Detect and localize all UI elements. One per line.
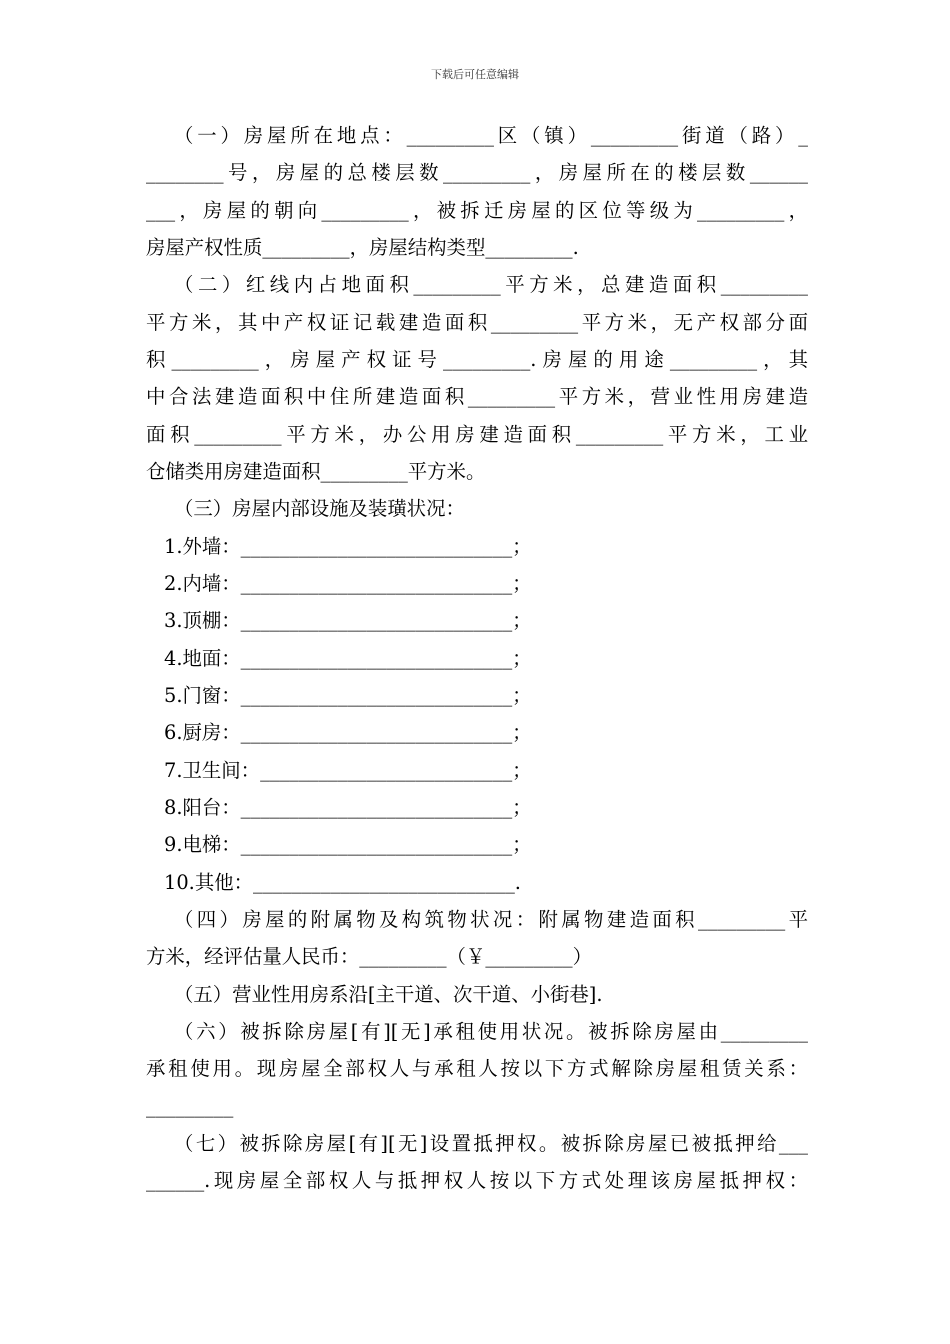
section-6-line-1: （六）被拆除房屋[有][无]承租使用状况。被拆除房屋由_________ <box>174 1020 808 1043</box>
section-2-line-1: （二）红线内占地面积_________平方米，总建造面积_________ <box>174 273 808 296</box>
section-2-line-3: 积_________，房屋产权证号_________.房屋的用途_________，其 <box>146 348 808 371</box>
facility-item-kitchen: 6.厨房：____________________________； <box>164 721 532 744</box>
facility-item-exterior-wall: 1.外墙：____________________________； <box>164 535 532 558</box>
section-3-heading: （三）房屋内部设施及装璜状况： <box>174 497 465 520</box>
facility-item-interior-wall: 2.内墙：____________________________； <box>164 572 532 595</box>
section-4-line-1: （四）房屋的附属物及构筑物状况：附属物建造面积_________平 <box>174 908 808 931</box>
section-2-line-4: 中合法建造面积中住所建造面积_________平方米，营业性用房建造 <box>146 385 808 408</box>
section-6-line-2: 承租使用。现房屋全部权人与承租人按以下方式解除房屋租赁关系： <box>146 1057 808 1080</box>
facility-item-bathroom: 7.卫生间：__________________________； <box>164 759 532 782</box>
facility-item-ceiling: 3.顶棚：____________________________； <box>164 609 532 632</box>
section-1-line-4: 房屋产权性质_________，房屋结构类型_________. <box>146 236 579 259</box>
section-1-line-3: ___，房屋的朝向_________，被拆迁房屋的区位等级为_________， <box>146 199 808 222</box>
section-6-line-3: _________ <box>146 1095 234 1118</box>
section-2-line-6: 仓储类用房建造面积_________平方米。 <box>146 460 486 483</box>
facility-item-doors-windows: 5.门窗：____________________________； <box>164 684 532 707</box>
section-1-line-2: ________号，房屋的总楼层数_________，房屋所在的楼层数______ <box>146 161 808 184</box>
facility-item-balcony: 8.阳台：____________________________； <box>164 796 532 819</box>
section-7-line-1: （七）被拆除房屋[有][无]设置抵押权。被拆除房屋已被抵押给___ <box>174 1132 808 1155</box>
section-5-line-1: （五）营业性用房系沿[主干道、次干道、小街巷]. <box>174 983 603 1006</box>
section-2-line-2: 平方米，其中产权证记载建造面积_________平方米，无产权部分面 <box>146 311 808 334</box>
section-2-line-5: 面积_________平方米，办公用房建造面积_________平方米，工业 <box>146 423 808 446</box>
section-4-line-2: 方米，经评估量人民币：_________（￥_________） <box>146 945 592 968</box>
facility-item-other: 10.其他：___________________________. <box>164 871 521 894</box>
facility-item-floor: 4.地面：____________________________； <box>164 647 532 670</box>
page-header: 下载后可任意编辑 <box>431 68 519 81</box>
section-7-line-2: ______.现房屋全部权人与抵押权人按以下方式处理该房屋抵押权： <box>146 1169 808 1192</box>
section-1-line-1: （一）房屋所在地点：_________区（镇）_________街道（路）_ <box>174 124 808 147</box>
facility-item-elevator: 9.电梯：____________________________； <box>164 833 532 856</box>
